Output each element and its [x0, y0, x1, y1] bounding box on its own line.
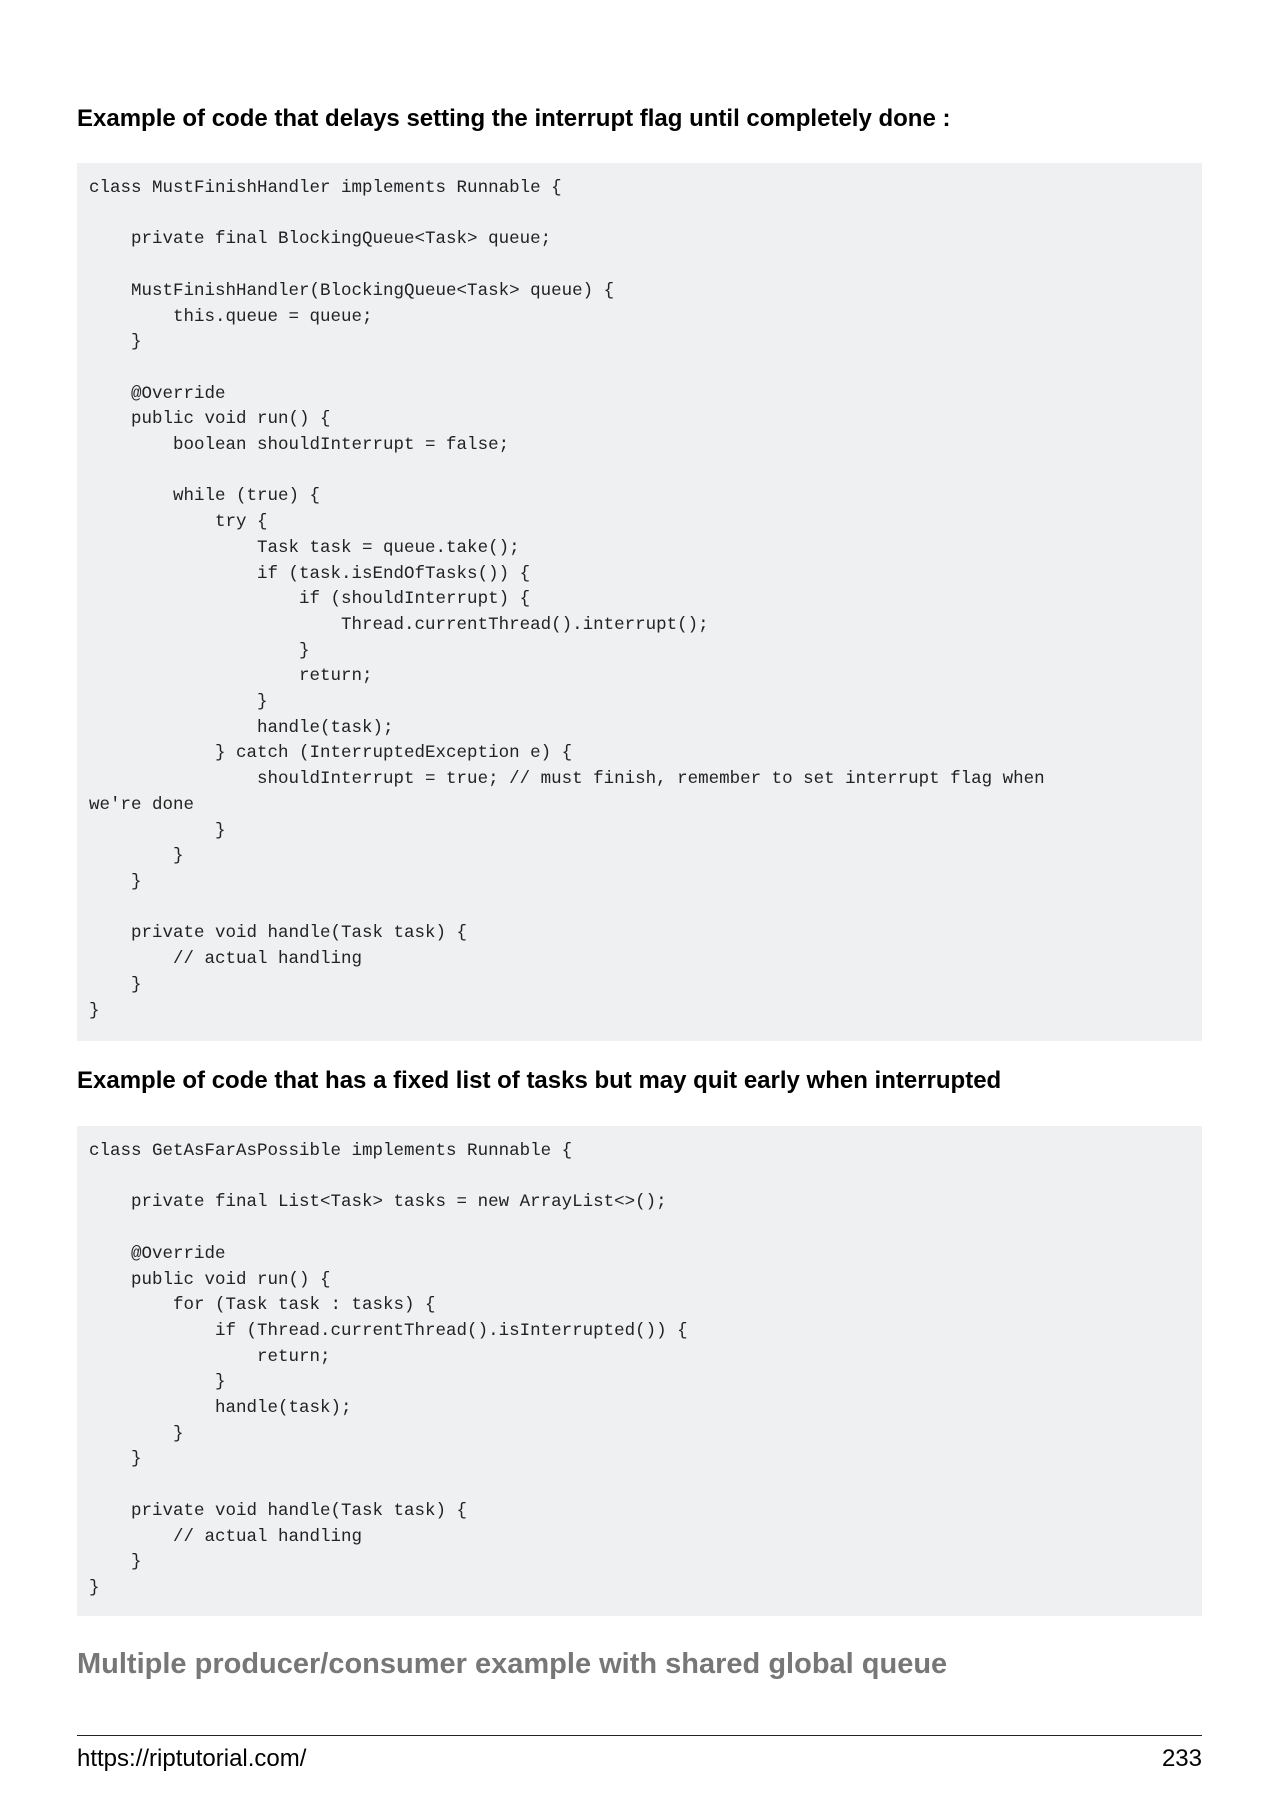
page-number: 233	[1161, 1745, 1202, 1772]
section-heading-fixed-task-list: Example of code that has a fixed list of tasks but may quit early when interrupted	[77, 1067, 1002, 1094]
footer-divider	[77, 1735, 1202, 1736]
footer-url-link[interactable]: https://riptutorial.com/	[77, 1745, 307, 1772]
code-block-must-finish-handler: class MustFinishHandler implements Runnable { private final BlockingQueue<Task> queue; MustFinishHandler(BlockingQueue<Task> queue) { this.queue = queue; } @Override public void run() { boolean shouldInterrupt = false; while (true) { try { Task task = queue.take(); if (task.isEndOfTasks()) { if (shouldInterrupt) { Thread.currentThread().interrupt(); } return; } handle(task); } catch (InterruptedException e) { shouldInterrupt = true; // must finish, remember to set interrupt flag when we're done } } } private void handle(Task task) { // actual handling } }	[77, 163, 1202, 1041]
section-heading-producer-consumer: Multiple producer/consumer example with shared global queue	[77, 1648, 948, 1680]
code-block-get-as-far-as-possible: class GetAsFarAsPossible implements Runnable { private final List<Task> tasks = new ArrayList<>(); @Override public void run() { for (Task task : tasks) { if (Thread.currentThread().isInterrupted()) { return; } handle(task); } } private void handle(Task task) { // actual handling } }	[77, 1126, 1202, 1616]
section-heading-interrupt-flag: Example of code that delays setting the interrupt flag until completely done :	[77, 105, 951, 132]
